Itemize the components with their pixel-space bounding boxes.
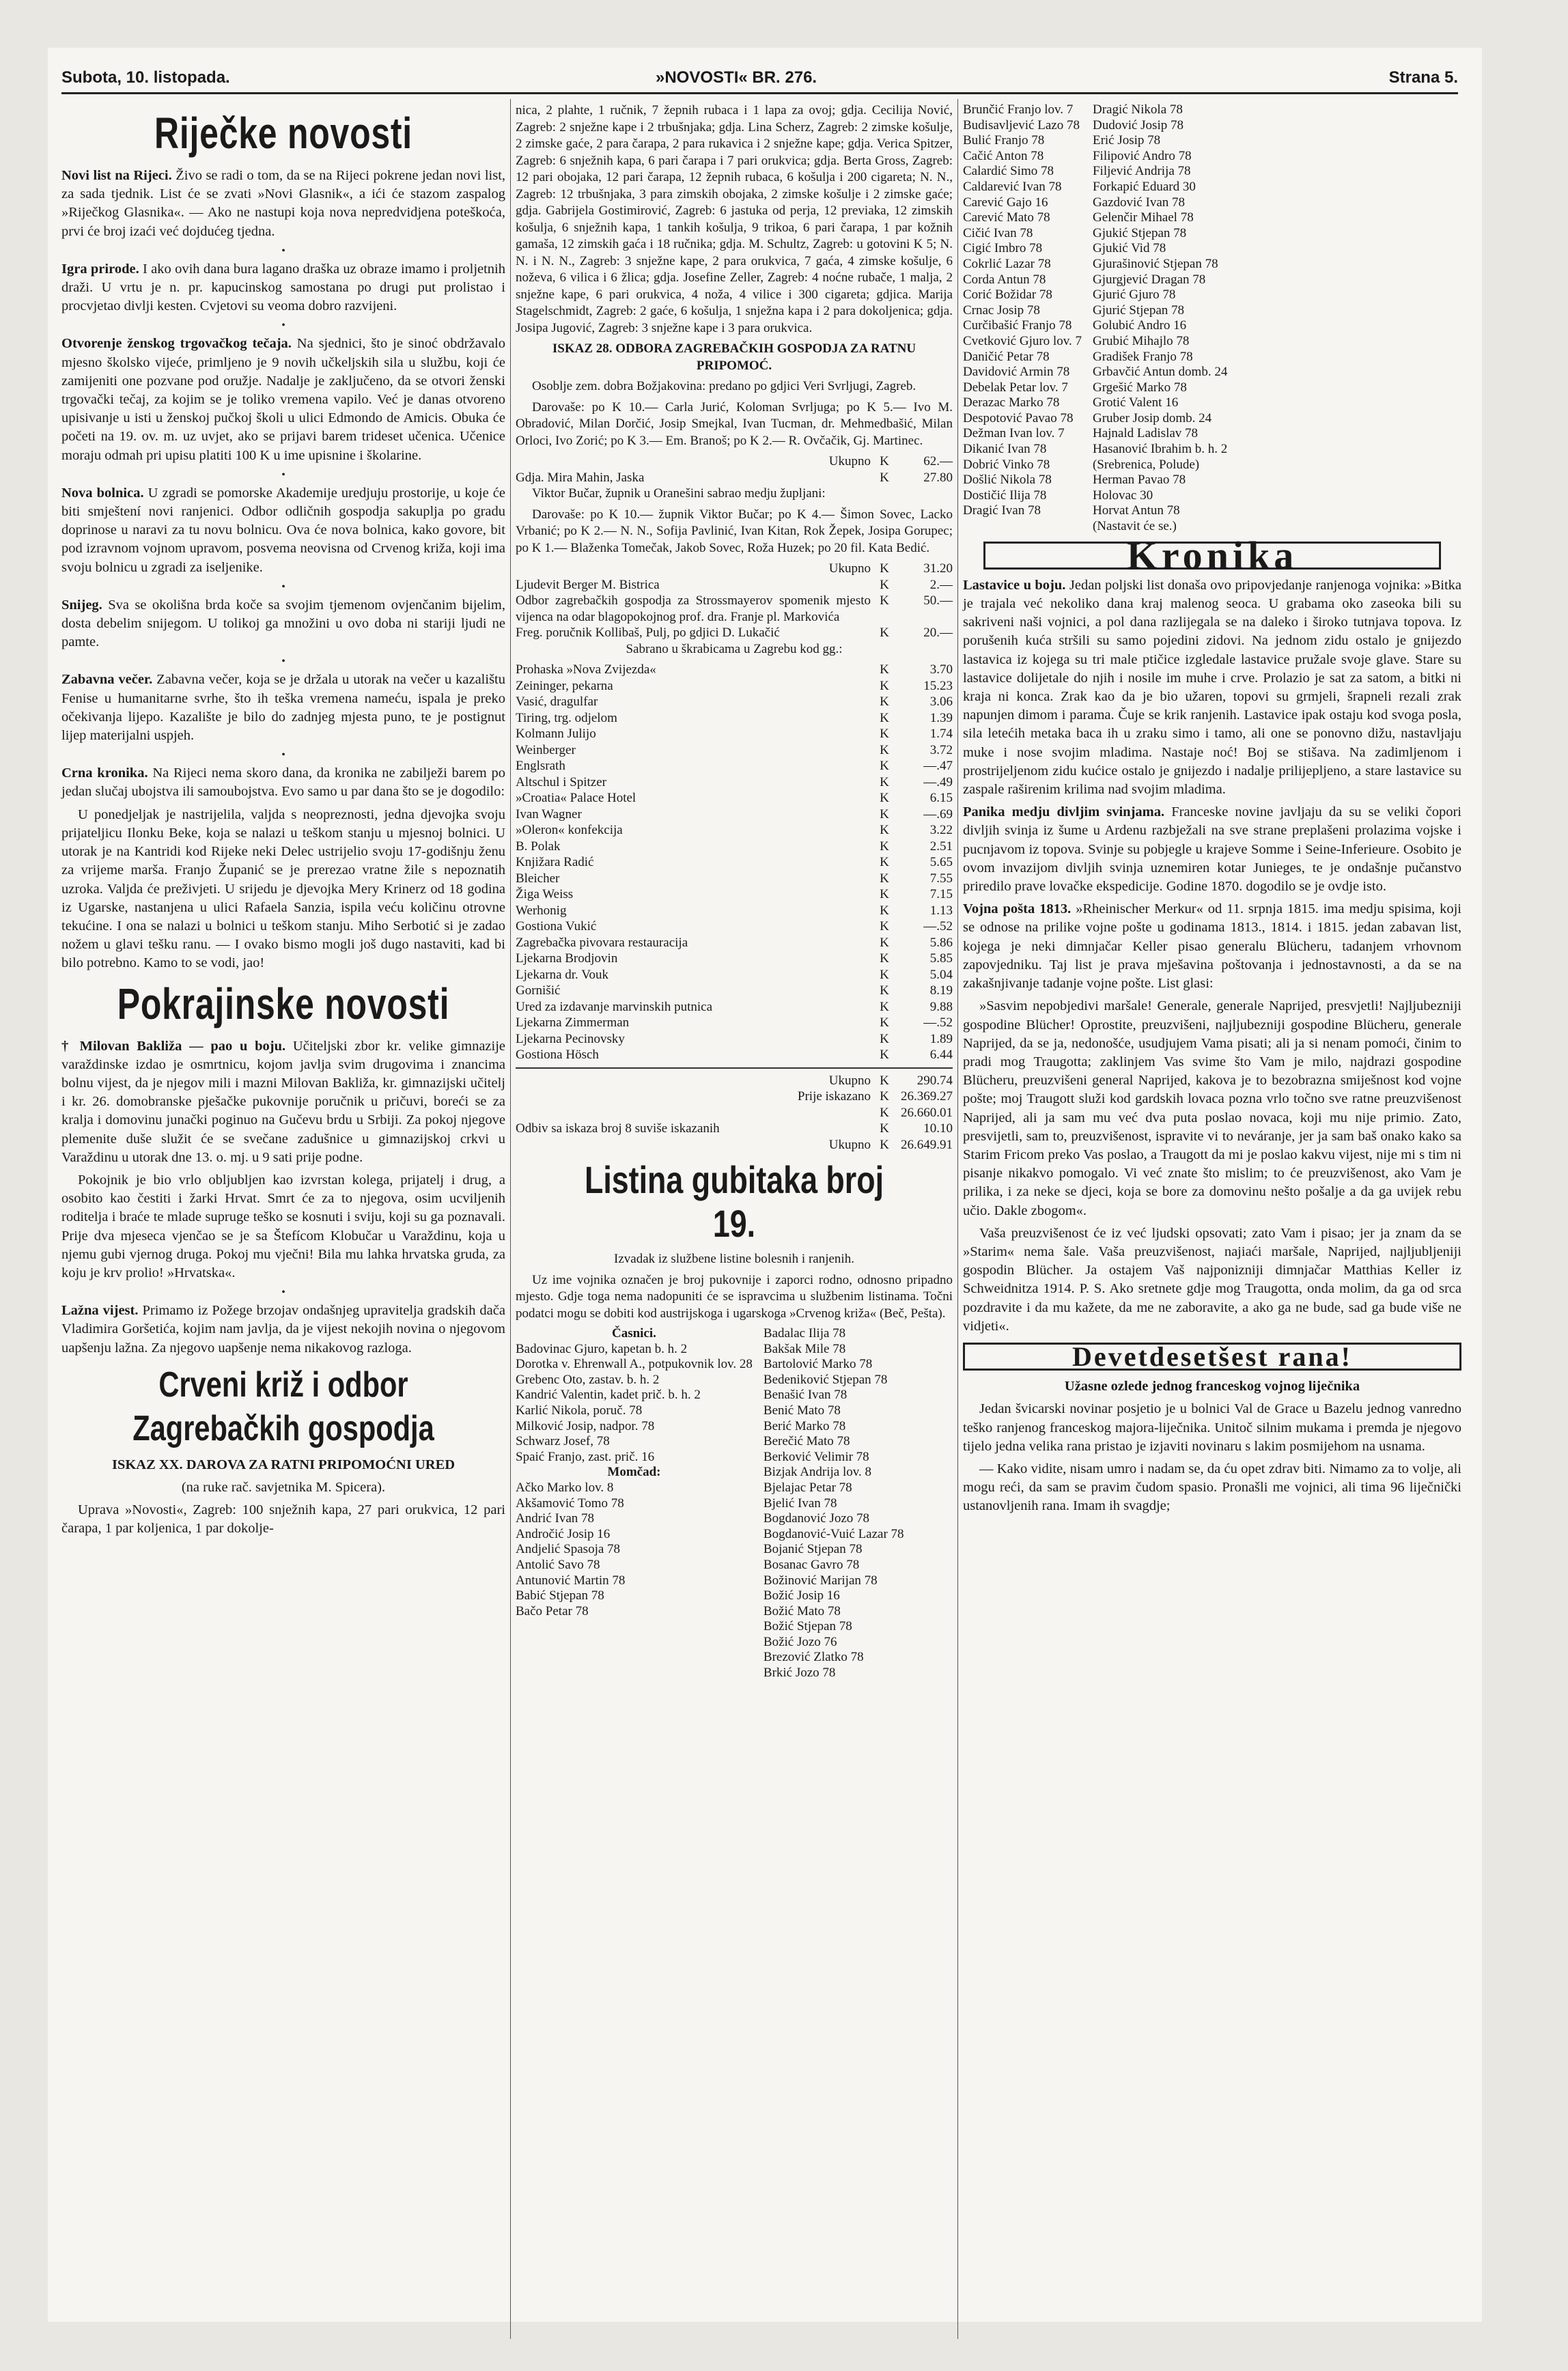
list-item: Berić Marko 78 <box>763 1418 846 1433</box>
list-item: Cvetković Gjuro lov. 7 <box>963 333 1082 348</box>
list-item: Grubić Mihajlo 78 <box>1092 333 1190 348</box>
list-item: Andročić Josip 16 <box>516 1526 611 1541</box>
list-item: Holovac 30 <box>1092 488 1153 503</box>
section-title-kronika: Kronika <box>983 542 1441 570</box>
list-item: Filjević Andrija 78 <box>1092 164 1191 179</box>
list-item: Dudović Josip 78 <box>1092 117 1184 132</box>
list-item: Spaić Franjo, zast. prič. 16 <box>516 1449 655 1464</box>
article: Panika medju divljim svinjama. Franceske novine javljaju da su se veliki čopori divljih svinja iz šume u Ardenu razbježali na sve strane preplašeni prolazima vojske i pucnjavom iz topova. Svinje su pobjegle u krajeve Somme i Seine-Inferieure. Osobito je ovom invazijom divljih svinja uznemiren kotar Junieges, te je ondašnje pučanstvo priredilo prave lovačke ekspedicije. Godine 1870. dogodilo se je ovdje isto. <box>963 804 1462 895</box>
table-row: Ljekarna Pecinovsky K 1.89 <box>516 1031 953 1046</box>
list-item: Dobrić Vinko 78 <box>963 457 1050 472</box>
list-item: Bizjak Andrija lov. 8 <box>763 1465 872 1480</box>
list-item: Brkić Jozo 78 <box>763 1666 836 1681</box>
list-item: Gradišek Franjo 78 <box>1092 349 1193 364</box>
soldiers-list <box>764 1326 915 1681</box>
list-item: Bakšak Mile 78 <box>763 1341 846 1356</box>
table-row: Zeininger, pekarna K 15.23 <box>516 678 953 693</box>
table-row: »Oleron« konfekcija K 3.22 <box>516 823 953 837</box>
list-item: Golubić Andro 16 <box>1092 318 1187 333</box>
list-item: Božić Josip 16 <box>763 1588 840 1603</box>
article-continued: Pokojnik je bio vrlo obljubljen kao izvrstan kolega, prijatelj i drug, a osobito kao čestiti i žarki Hrvat. Smrt će za to njegova, osim ucviljenih roditelja i braće te mlade supruge teško se kosnuti i sviju, koji su ga poznavali. Prije dva mjeseca vjenčao se je sa Štefícom Klobučar u Varaždinu, koja u njemu gubi vjernog druga. Pokoj mu vječni! Bila mu lahka hrvatska gruda, za koju je krv prolio! »Hrvatska«. <box>61 1172 505 1280</box>
article: Jedan švicarski novinar posjetio je u bolnici Val de Grace u Bazelu jednog vanredno teško ranjenog franceskog majora-liječnika. Unitoč silnim mukama i premda je njegovo tijelo jedna velika rana pristao je izjaviti novinaru s lakim posmijehom na usnama. <box>963 1401 1461 1454</box>
list-item: Carević Mato 78 <box>963 210 1050 225</box>
list-item: Dežman Ivan lov. 7 <box>963 426 1065 441</box>
list-item: Dikanić Ivan 78 <box>963 442 1047 457</box>
list-item: Bjelajac Petar 78 <box>763 1480 852 1495</box>
list-item: Bogdanović Jozo 78 <box>763 1511 870 1526</box>
list-item: Božić Stjepan 78 <box>763 1619 852 1634</box>
iskaz-heading: ISKAZ XX. DAROVA ZA RATNI PRIPOMOĆNI URED <box>111 1457 456 1472</box>
list-item: Bartolović Marko 78 <box>763 1357 873 1372</box>
list-item: Grbavčić Antun domb. 24 <box>1092 365 1228 380</box>
header-masthead: »NOVOSTI« BR. 276. <box>656 68 817 87</box>
list-item: Cičić Ivan 78 <box>963 225 1033 240</box>
list-item: Derazac Marko 78 <box>963 395 1060 410</box>
table-row: Gornišić K 8.19 <box>516 983 953 998</box>
page-header <box>61 65 1458 94</box>
list-item: Karlić Nikola, poruč. 78 <box>516 1403 643 1418</box>
list-item: Brunčić Franjo lov. 7 <box>963 102 1074 117</box>
list-item: Horvat Antun 78 <box>1092 503 1180 518</box>
list-item: Hajnald Ladislav 78 <box>1092 426 1199 441</box>
table-row: Ured za izdavanje marvinskih putnica K 9.88 <box>516 999 953 1014</box>
list-item: Andrić Ivan 78 <box>516 1511 595 1526</box>
list-item: Forkapić Eduard 30 <box>1092 179 1196 194</box>
table-row: Tiring, trg. odjelom K 1.39 <box>516 710 953 725</box>
donations-table: Ukupno K 62.— Gdja. Mira Mahin, Jaska K 27.80 <box>516 454 953 485</box>
list-item: Dorotka v. Ehrenwall A., potpukovnik lov. 28 <box>516 1357 753 1372</box>
table-row: Ljekarna dr. Vouk K 5.04 <box>516 967 953 982</box>
article-continued: Vaša preuzvišenost će iz već ljudski opsovati; zato Vam i pisao; jer ja znam da se »Starim« nema šale. Vaša preuzvišenost, najiaći maršale, Naprijed, najljubljeniji gospodin Blücher. Ja ostajem Vaš najponizniji dimnjačar Matthias Keller iz Schweidnitza 1914. P. S. Ako sretnete gdje mog Traugotta, onda molim, da ga od srca pozdravite i da mu kažete, da me ne zaboravite, a ako ga ne bude, sad ga bude više ne vidjeti«. <box>963 1225 1461 1334</box>
list-item: Bedeniković Stjepan 78 <box>763 1372 888 1387</box>
list-item: Badalac Ilija 78 <box>763 1326 846 1341</box>
header-page-number: Strana 5. <box>1388 68 1458 87</box>
section-title-pokrajinske: Pokrajinske novosti <box>117 979 450 1028</box>
list-item: Gjukić Stjepan 78 <box>1092 225 1187 240</box>
list-item: Grgešić Marko 78 <box>1092 380 1187 395</box>
article-subtitle: Užasne ozlede jednog franceskog vojnog liječnika <box>1064 1379 1360 1394</box>
article: Lastavice u boju. Jedan poljski list donaša ovo pripovjedanje ranjenoga vojnika: »Bitka je trajala već nekoliko dana kraj malenog seoca. U grabama oko zaseoka bili su sakriveni naši vojnici, a pol dana razlijegala se na daleko i široko tutnjava topova. Iz porušenih kuća stršili su samo pojedini zidovi. Na jednom zidu ostalo je gnijezdo lastavica iz kojega su tri male ptičice izgledale lastavice pružale svoje glave. Stare su lastavice dolijetale do njih i nosile im muhe i crve. Prolazio je sat za satom, a bitki ni kraja ni konca. Zrak kao da je bio užaren, topovi su grmjeli, šrapneli rezali zrak napunjen dimom i parama. Čuje se krik ranjenih. Lastavice ipak ostaju kod svoga posla, sila letećih metaka baca ih u zraku simo i tamo, ali one se ponovno dižu, nastavljaju muke i nose svojim mladima. Nastaje noć! Boj se stišava. Na zadimljenom i prostrijeljenom zidu kućice ostalo je gnijezdo i nadalje prilijepljeno, a stare lastavice su zaspale raširenim krilima nad svojim mladima. <box>963 577 1462 798</box>
article: Nova bolnica. U zgradi se pomorske Akademije uredjuju prostorije, u koje će biti smještení novi ranjenici. Odbor odličnih gospodja sakuplja po gradu doprinose u naravi za tu novu bolnicu. Ova će nova bolnica, kako govore, bit pod izravnom vojnom upravom, posvema neovisna od Crvenog križa, koji ima svoju bolnicu u zgradi za iseljenike. <box>61 485 505 575</box>
section-title-crveni-kriz: Crveni križ i odbor Zagrebačkih gospodja <box>132 1364 434 1448</box>
list-item: Berečić Mato 78 <box>763 1434 850 1449</box>
list-item: (Srebrenica, Polude) <box>1092 457 1200 472</box>
list-item: Benašić Ivan 78 <box>763 1388 848 1403</box>
table-row: Altschul i Spitzer K —.49 <box>516 774 953 789</box>
list-item: Carević Gajo 16 <box>963 195 1048 210</box>
section-title-rijecke: Riječke novosti <box>154 109 412 158</box>
section-title-listina: Listina gubitaka broj 19. <box>584 1158 884 1245</box>
list-item: Antolić Savo 78 <box>516 1557 600 1572</box>
listina-subtitle: Izvadak iz službene listine bolesnih i ranjenih. <box>614 1252 854 1266</box>
list-item: Daničić Petar 78 <box>963 349 1050 364</box>
column-rule <box>510 99 511 2339</box>
list-item: Bogdanović-Vuić Lazar 78 <box>763 1526 904 1541</box>
donation-text: Viktor Bučar, župnik u Oranešini sabrao medju župljani: <box>532 486 826 501</box>
list-item: Antunović Martin 78 <box>516 1573 626 1588</box>
list-item: Gjurgjević Dragan 78 <box>1092 272 1206 287</box>
article: Novi list na Rijeci. Živo se radi o tom, da se na Rijeci pokrene jedan novi list, za sada tjednik. List će se zvati »Novi Glasnik«, a ići će stazom zaspalog »Riječkog Glasnika«. — Ako ne nastupi koja nova nepredvidjena poteškoća, prvi će broj izaći već dojdućeg tjedna. <box>61 168 506 239</box>
section-title-devetdeset: Devetdesetšest rana! <box>963 1343 1461 1371</box>
column-2 <box>516 102 953 1681</box>
list-item: Gelenčir Mihael 78 <box>1092 210 1194 225</box>
table-row: »Croatia« Palace Hotel K 6.15 <box>516 791 953 805</box>
list-item: Grebenc Oto, zastav. b. h. 2 <box>516 1372 660 1387</box>
list-item: Badovinac Gjuro, kapetan b. h. 2 <box>516 1341 688 1356</box>
list-item: Gazdović Ivan 78 <box>1092 195 1186 210</box>
list-item: Curčibašić Franjo 78 <box>963 318 1072 333</box>
table-row: Gostiona Hösch K 6.44 <box>516 1048 953 1062</box>
casualty-list-continued <box>963 102 1238 535</box>
table-row: Bleicher K 7.55 <box>516 871 953 886</box>
casualty-names-b <box>1093 102 1238 535</box>
list-item: Despotović Pavao 78 <box>963 410 1074 425</box>
article: Snijeg. Sva se okolišna brda koče sa svojim tjemenom ovjenčanim bijelim, dosta debelim snijegom. U tolikoj ga množini u ovo doba ni stariji ljudi ne pamte. <box>61 597 505 650</box>
list-item: Dostičić Ilija 78 <box>963 488 1047 503</box>
list-item: Gruber Josip domb. 24 <box>1092 410 1212 425</box>
column-rule <box>957 99 958 2339</box>
list-item: Filipović Andro 78 <box>1092 148 1192 163</box>
list-item: Berković Velimir 78 <box>763 1449 869 1464</box>
casualty-names-a <box>963 102 1093 535</box>
list-item: Brezović Zlatko 78 <box>763 1650 864 1665</box>
table-row: Zagrebačka pivovara restauracija K 5.86 <box>516 935 953 950</box>
article: Uprava »Novosti«, Zagreb: 100 snježnih kapa, 27 pari orukvica, 12 pari čarapa, 1 par koljenica, 1 par dokolje- <box>61 1502 505 1537</box>
article-continued: U ponedjeljak je nastrijelila, valjda s neopreznosti, jedna djevojka svoju prijateljicu Ilonku Beke, koja se nalazi u teškom stanju u mjesnoj bolnici. U utorak je na Kantridi kod Rijeke neki Delec ustrijelio svoju 17-godišnju ženu za vrijeme marša. Franjo Županić se je prerezao vratne žile s nepoznatih uzroka. Valjda će preživjeti. U srijedu je djevojka Mery Krinerz od 18 godina iz Ugarske, nastanjena u ulici Rafaela Sanzia, ispila veću količinu otrovne tekućine. I ona se nalazi u bolnici u teškom stanju. Miho Serbotić si je zadao nožem u glavi tešku ranu. — I ovako bismo mogli još dugo nastaviti, kad bi bilo potrebno. Kamo to se vodi, jao! <box>61 806 505 971</box>
listina-intro: Uz ime vojnika označen je broj pukovnije i zaporci rodno, odnosno pripadno mjesto. Gdje toga nema nadopuniti će se ispravcima u službenim listinama. Točni podatci mogu se dobiti kod austrijskoga i ugarskoga »Crvenog križa« (Beč, Pešta). <box>516 1272 953 1321</box>
list-item: Schwarz Josef, 78 <box>516 1434 610 1449</box>
list-item: Andjelić Spasoja 78 <box>516 1542 621 1557</box>
list-item: Akšamović Tomo 78 <box>516 1496 624 1511</box>
column-1: Riječke novosti Novi list na Rijeci. Živo se radi o tom, da se na Rijeci pokrene jedan novi list, za sada tjednik. List će se zvati »Novi Glasnik«, a ići će stazom zaspalog »Riječkog Glasnika«. — Ako ne nastupi koja nova nepredvidjena poteškoća, prvi će broj izaći već dojdućeg tjedna. • Igra prirode. I ako ovih dana bura lagano draška uz obraze imamo i proljetnih draži. U vrtu je n. pr. kapucinskog samostana po drugi put prolistao i procvjetao divlji kesten. Cvjetovi su veoma dobro razvijeni. • Otvorenje ženskog trgovačkog tečaja. Na sjednici, što je sinoć obdržavalo mjesno školsko vijeće, primljeno je 9 novih učkeljskih sila u službu, koji će zamijeniti one pozvane pod oružje. Nadalje je zaključeno, da se otvori ženski trgovački tečaj, za kojim se je toliko vremena vapilo. Već je danas otvoreno upisivanje u isti u ženskoj pučkoj školi u ulici Edmondo de Amicis. Obuka će početi na 19. ov. m. uz uvjet, ako se prijavi barem trideset učenica. Učenice moraju odmah pri upisu platiti 100 K u ime upisnine i školarine. • Nova bolnica. U zgradi se pomorske Akademije uredjuju prostorije, u koje će biti smještení novi ranjenici. Odbor odličnih gospodja sakuplja po gradu doprinose u naravi za tu novu bolnicu. Ova će nova bolnica, kako govore, bit pod izravnom vojnom upravom, posvema neovisna od Crvenog križa, koji ima svoju bolnicu u zgradi za iseljenike. • Snijeg. Sva se okolišna brda koče sa svojim tjemenom ovjenčanim bijelim, dosta debelim snijegom. U tolikoj ga množini u ovo doba ni stariji ljudi ne pamte. • Zabavna večer. Zabavna večer, koja se je držala u utorak na večer u kazalištu Fenise u humanitarne svrhe, što ih teška vremena nameću, ispala je preko očekivanja lijepo. Kazalište je bilo do zadnjeg mjesta puno, te je postignut lijep materijalni uspjeh. • Crna kronika. Na Rijeci nema skoro dana, da kronika ne zabilježi barem po jedan slučaj ubojstva ili samoubojstva. Evo samo u par dana što se je dogodilo: U ponedjeljak je nastrijelila, valjda s neopreznosti, jedna djevojka svoju prijateljicu Ilonku Beke, koja se nalazi u teškom stanju u mjesnoj bolnici. U utorak je na Kantridi kod Rijeke neki Delec ustrijelio svoju 17-godišnju ženu za vrijeme marša. Franjo Županić se je prerezao vratne žile s nepoznatih uzroka. Valjda će preživjeti. U srijedu je djevojka Mery Krinerz od 18 godina iz Ugarske, nastanjena u ulici Rafaela Sanzia, ispila veću količinu otrovne tekućine. I ona se nalazi u bolnici u teškom stanju. Miho Serbotić si je zadao nožem u glavi tešku ranu. — I ovako bismo mogli još dugo nastaviti, kad bi bilo potrebno. Kamo to se vodi, jao! Pokrajinske novosti † Milovan Bakliža — pao u boju. Učiteljski zbor kr. velike gimnazije varaždinske izdao je osmrtnicu, kojom javlja svim drugovima i znancima bolnu vijest, da je njegov mili i mazni Milovan Bakliža, kr. gimnazijski učitelj i kr. 26. domobranske pješačke pukovnije poručnik u pričuvi, boreći se za kralja i domovinu junački poginuo na Gučevu brdu u Srbiji. Za pokoj njegove plemenite duše služit će se svečane zadušnice u gimnazijskoj crkvi u Varaždinu u utorak dne 13. o. mj. u 9 sati prije podne. Pokojnik je bio vrlo obljubljen kao izvrstan kolega, prijatelj i drug, a osobito kao čestiti i žarki Hrvat. Smrt će za to njegova, osim ucviljenih roditelja i braće te mlade supruge teško se kosnuti i sviju, koji su ga poznavali. Prije dva mjeseca vjenčao se je sa Štefícom Klobučar u Varaždinu, koja u njemu gubi vjernog druga. Pokoj mu vječni! Bila mu lahka hrvatska gruda, za koju je krv prolio! »Hrvatska«. • Lažna vijest. Primamo iz Požege brzojav ondašnjeg upravitelja gradskih dača Vladimira Goršetića, kojim nam javlja, da je vijest nekojih novina o njegovom uapšenju lažna. Za njegovo uapšenje nema nikakovog razloga. Crveni križ i odbor Zagrebačkih gospodja ISKAZ XX. DAROVA ZA RATNI PRIPOMOĆNI URED (na ruke rač. savjetnika M. Spicera). Uprava »Novosti«, Zagreb: 100 snježnih kapa, 27 pari orukvica, 12 pari čarapa, 1 par koljenica, 1 par dokolje- <box>61 102 505 1543</box>
table-row: Werhonig K 1.13 <box>516 903 953 918</box>
list-item: Corić Božidar 78 <box>963 287 1052 303</box>
donation-text: Darovaše: po K 10.— župnik Viktor Bučar; po K 4.— Šimon Sovec, Lacko Vrbanić; po K 2.— N. N., Sofija Pavlinić, Ivan Kitan, Rok Žepek, Josipa Gorupec; po K 1.— Blaženka Tomečak, Jakob Sovec, Roža Huzek; po 20 fil. Kata Bedić. <box>516 507 953 555</box>
list-item: Kandrić Valentin, kadet prič. b. h. 2 <box>516 1388 701 1403</box>
table-row: Gostiona Vukić K —.52 <box>516 919 953 934</box>
article: Crna kronika. Na Rijeci nema skoro dana, da kronika ne zabilježi barem po jedan slučaj ubojstva ili samoubojstva. Evo samo u par dana što se je dogodilo: <box>61 766 506 800</box>
donation-text: Darovaše: po K 10.— Carla Jurić, Koloman Svrljuga; po K 5.— Ivo M. Obradović, Milan Dorčić, Josip Smejkal, Ivan Tucman, dr. Mehmedbašić, Milan Orloci, Ivo Zorić; po K 3.— Em. Branoš; po K 2.— R. Ovčačik, Gj. Martinec. <box>516 399 953 448</box>
officers-list <box>516 1326 764 1681</box>
donation-text: Sabrano u škrabicama u Zagrebu kod gg.: <box>626 641 843 656</box>
list-item: Cigić Imbro 78 <box>963 241 1043 256</box>
list-item: Bjelić Ivan 78 <box>763 1496 837 1511</box>
list-item: Debelak Petar lov. 7 <box>963 380 1068 395</box>
list-item: Milković Josip, nadpor. 78 <box>516 1418 655 1433</box>
list-item: Bulić Franjo 78 <box>963 133 1045 148</box>
list-item: Dragić Ivan 78 <box>963 503 1041 518</box>
list-item: Bačo Petar 78 <box>516 1603 589 1618</box>
list-heading: Momčad: <box>607 1465 661 1480</box>
article: † Milovan Bakliža — pao u boju. Učiteljski zbor kr. velike gimnazije varaždinske izdao je osmrtnicu, kojom javlja svim drugovima i znancima bolnu vijest, da je njegov mili i mazni Milovan Bakliža, kr. gimnazijski učitelj i kr. 26. domobranske pješačke pukovnije poručnik u pričuvi, boreći se za kralja i domovinu junački poginuo na Gučevu brdu u Srbiji. Za pokoj njegove plemenite duše služit će se svečane zadušnice u gimnazijskoj crkvi u Varaždinu u utorak dne 13. o. mj. u 9 sati prije podne. <box>61 1038 506 1165</box>
iskaz-28-heading: ISKAZ 28. ODBORA ZAGREBAČKIH GOSPODJA ZA RATNU PRIPOMOĆ. <box>552 341 916 373</box>
list-item: Bojanić Stjepan 78 <box>763 1542 863 1557</box>
list-item: Cačić Anton 78 <box>963 148 1044 163</box>
list-item: Erić Josip 78 <box>1092 133 1161 148</box>
article: — Kako vidite, nisam umro i nadam se, da ću opet zdrav biti. Nimamo za to volje, ali mogu reći, da sam se pravim čudom spasio. Pronašli me vojnici, ali tima 96 liječnički ustanovljenih rana. Imam ih svagdje; <box>963 1461 1461 1514</box>
list-item: Božić Jozo 76 <box>763 1634 837 1649</box>
header-date: Subota, 10. listopada. <box>61 68 230 87</box>
table-row: Weinberger K 3.72 <box>516 742 953 757</box>
table-row: B. Polak K 2.51 <box>516 839 953 854</box>
list-item: Božić Mato 78 <box>763 1603 841 1618</box>
iskaz-subheading: (na ruke rač. savjetnika M. Spicera). <box>181 1479 386 1495</box>
article: Vojna pošta 1813. »Rheinischer Merkur« od 11. srpnja 1815. ima medju spisima, koji se odnose na prilike vojne pošte u godinama 1813., 1814. i 1815. jedan zabavan list, kojega je neki dimnjačar Keller pisao generalu Blücheru, tadanjem vrhovnom zapovjedniku. Taj list je prava mješavina poštovanja i jednostavnosti, a da se na zakašnjivanje tadanje vojne pošte. List glasi: <box>963 901 1462 992</box>
list-item: Herman Pavao 78 <box>1092 473 1186 488</box>
table-row: Prohaska »Nova Zvijezda« K 3.70 <box>516 662 953 677</box>
article: Zabavna večer. Zabavna večer, koja se je držala u utorak na večer u kazalištu Fenise u humanitarne svrhe, što ih teška vremena nameću, ispala je preko očekivanja lijepo. Kazalište je bilo do zadnjeg mjesta puno, te je postignut lijep materijalni uspjeh. <box>61 672 505 744</box>
table-row: Knjižara Radić K 5.65 <box>516 855 953 869</box>
list-item: Crnac Josip 78 <box>963 303 1040 318</box>
casualty-list <box>516 1326 915 1681</box>
list-item: Bosanac Gavro 78 <box>763 1557 860 1572</box>
list-item: Benić Mato 78 <box>763 1403 841 1418</box>
table-row: Ljekarna Zimmerman K —.52 <box>516 1015 953 1030</box>
article: Igra prirode. I ako ovih dana bura lagano draška uz obraze imamo i proljetnih draži. U vrtu je n. pr. kapucinskog samostana po drugi put prolistao i procvjetao divlji kesten. Cvjetovi su veoma dobro razvijeni. <box>61 261 505 314</box>
table-row: Ivan Wagner K —.69 <box>516 806 953 822</box>
list-item: Došlić Nikola 78 <box>963 473 1052 488</box>
donations-table: Ukupno K 31.20 Ljudevit Berger M. Bistrica K 2.— Odbor zagrebačkih gospodja za Strossmayerov spomenik mjesto vijenca na odar blagopokojnog prof. dra. Franje pl. Markovića K 50.— Freg. poručnik Kollibaš, Pulj, po gdjici D. Lukačić K 20.— <box>516 561 953 640</box>
table-row: Kolmann Julijo K 1.74 <box>516 727 953 741</box>
table-row: Žiga Weiss K 7.15 <box>516 887 953 901</box>
donations-list: nica, 2 plahte, 1 ručnik, 7 žepnih rubaca i 1 lapa za ovoj; gdja. Cecilija Nović, Zagreb: 2 snježne kape i 2 trbušnjaka; gdja. Lina Scherz, Zagreb: 2 zimske košulje, 2 zimske gaće, 2 para čarapa, 2 para rukavica i 2 snježne kape; gdja. Verica Spitzer, Zagreb: 6 snježnih kapa, 6 pari čarapa i 7 pari orukvica; gdja. Berta Gross, Zagreb: 12 pari obojaka, 12 pari čarapa, 12 žepnih rubaca, 6 košulja i 200 cigareta; N. N., Zagreb: 12 trbušnjaka, 3 para zimskih obojaka, 2 zimske košulje i 2 zimske gaće; gdja. Gabrijela Gostimirović, Zagreb: 6 jastuka od perja, 12 previaka, 12 zimskih košulja, 6 snježnih kapa, 1 tankih košulja, 9 trikoa, 6 pari čarapa, 1 par kožnih gamaša, 12 zimskih gaća i 18 ručnika; gdja. M. Schultz, Zagreb: u gotovini K 5; N. N. i N. N., Zagreb: 3 snježne kape, 2 para orukvica, 7 gaća, 4 zimske košulje, 6 noževa, 6 vilica i 6 žlica; gdja. Josefine Zeller, Zagreb: 4 noćne rubače, 1 malja, 2 snježne kape, 6 pari orukvica, 4 noža, 4 vilice i 300 cigareta; gdjica. Marija Stagelschmidt, Zagreb: 2 gaće, 6 košulja, 1 snježna kapa i 2 para dokoljenica; gdja. Josipa Jugović, Zagreb: 3 snježne kape i 3 para orukvica. <box>516 103 953 335</box>
list-item: Gjurić Stjepan 78 <box>1092 303 1184 318</box>
list-item: Ačko Marko lov. 8 <box>516 1480 614 1495</box>
list-item: Grotić Valent 16 <box>1092 395 1179 410</box>
table-row: Ljekarna Brodjovin K 5.85 <box>516 951 953 966</box>
list-item: Davidović Armin 78 <box>963 365 1070 380</box>
list-item: Gjurašinović Stjepan 78 <box>1092 256 1218 271</box>
list-item: Calardić Simo 78 <box>963 164 1054 179</box>
list-item: Hasanović Ibrahim b. h. 2 <box>1092 442 1228 457</box>
totals-table: Ukupno K 290.74 Prije iskazano K 26.369.27 K 26.660.01 Odbiv sa iskaza broj 8 suviše iskazanih K 10.10 Ukupno K 26.649.91 <box>516 1073 953 1152</box>
list-item: Cokrlić Lazar 78 <box>963 256 1051 271</box>
list-item: Božinović Marijan 78 <box>763 1573 878 1588</box>
list-item: Caldarević Ivan 78 <box>963 179 1062 194</box>
list-item: Dragić Nikola 78 <box>1092 102 1183 117</box>
article-continued: »Sasvim nepobjedivi maršale! Generale, generale Naprijed, presvjetli! Najljubezniji gospodine Blücher! Oprostite, preuzvišeni, najljubezniji gospodine Blücheru, generale Naprijed, da se ja, nedonošće, usudjujem Vama pisati; ali ja si nenam pomoći, činim to pradi mog Traugotta; zaklinjem Vas svime što Vam je milo, najdrazi gospodine Blücheru, preuzvišeni general Naprijed, kakova je to bezobrazna smiješnost kod vojne pošte; moj Traugott služi kod gardskih lovaca pozna vrlo točno sve ratne preuzvišenost Naprijed, ali ja sam mu već dva puta poslao novaca, koji mu nije primio. Zato, presvijetli, sam to, preuzvišenost, ispravite vi to neváranje, jer ja sam baš onako kako sa Starim Fricom preko Vas poslao, a Traugott da mi je poslao kakvu vijest, nije mi s tim ni pisanje nikakvo pomogalo. Vi već znate što mislim; to će preuzvišenost, ako Vam je prilika, i za neke se djeci, koja se bore za domovinu nešto pošalje a da ga uvijek rebu učio. Dakle zbogom«. <box>963 998 1461 1218</box>
list-item: Gjukić Vid 78 <box>1092 241 1166 256</box>
column-3 <box>963 102 1461 1520</box>
article: Otvorenje ženskog trgovačkog tečaja. Na sjednici, što je sinoć obdržavalo mjesno školsko vijeće, primljeno je 9 novih učkeljskih sila u službu, koji će zamijeniti one pozvane pod oružje. Nadalje je zaključeno, da se otvori ženski trgovački tečaj, za kojim se je toliko vremena vapilo. Već je danas otvoreno upisivanje u isti u ženskoj pučkoj školi u ulici Edmondo de Amicis. Obuka će početi na 19. ov. m. uz uvjet, ako se prijavi barem trideset učenica. Učenice moraju odmah pri upisu platiti 100 K u ime upisnine i školarine. <box>61 336 505 463</box>
donation-text: Osoblje zem. dobra Božjakovina: predano po gdjici Veri Svrljugi, Zagreb. <box>532 379 916 393</box>
list-heading: Časnici. <box>611 1326 656 1341</box>
list-item: (Nastavit će se.) <box>1092 519 1177 534</box>
collection-boxes-table <box>516 662 953 1063</box>
table-row: Vasić, dragulfar K 3.06 <box>516 695 953 709</box>
list-item: Gjurić Gjuro 78 <box>1092 287 1176 303</box>
table-row: Englsrath K —.47 <box>516 759 953 773</box>
list-item: Babić Stjepan 78 <box>516 1588 604 1603</box>
list-item: Corda Antun 78 <box>963 272 1046 287</box>
article: Lažna vijest. Primamo iz Požege brzojav ondašnjeg upravitelja gradskih dača Vladimira Goršetića, kojim nam javlja, da je vijest nekojih novina o njegovom uapšenju lažna. Za njegovo uapšenje nema nikakovog razloga. <box>61 1303 505 1356</box>
list-item: Budisavljević Lazo 78 <box>963 117 1080 132</box>
